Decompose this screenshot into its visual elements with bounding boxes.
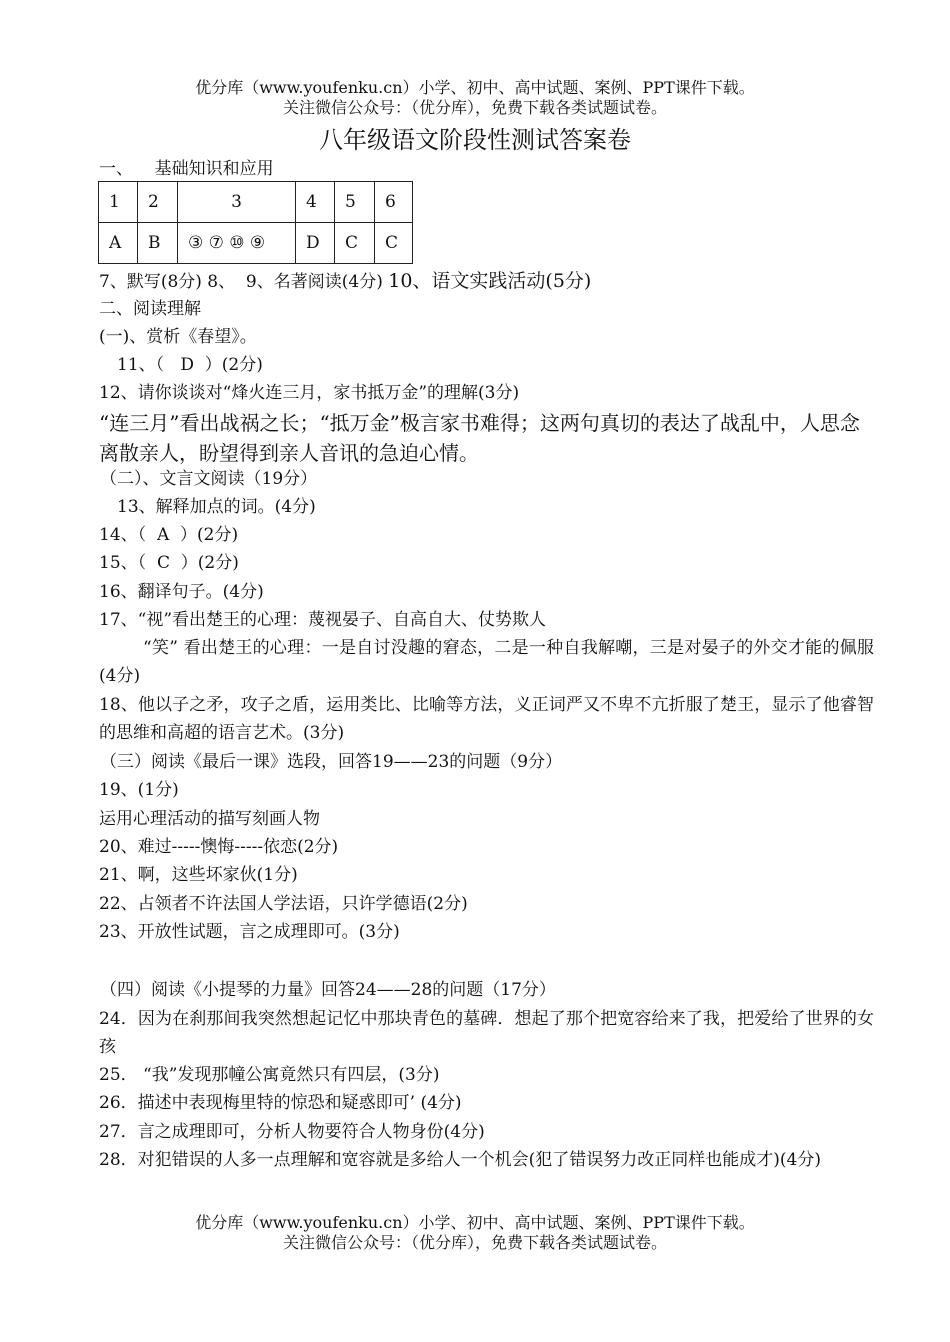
header-line-1: 优分库（www.youfenku.cn）小学、初中、高中试题、案例、PPT课件下载。 — [195, 78, 755, 97]
question-17: 17、“视”看出楚王的心理：蔑视晏子、自高自大、仗势欺人 — [99, 610, 547, 630]
footer-line-2: 关注微信公众号：（优分库），免费下载各类试题试卷。 — [282, 1233, 667, 1252]
question-20: 20、难过-----懊悔-----依恋(2分) — [99, 837, 339, 857]
table-cell: 2 — [138, 182, 178, 223]
table-cell: 1 — [99, 182, 138, 223]
part-3-heading: （三）阅读《最后一课》选段，回答19——23的问题（9分） — [100, 752, 563, 772]
question-24: 24．因为在刹那间我突然想起记忆中那块青色的墓碑．想起了那个把宽容给来了我，把爱给了世界的女孩 — [99, 1009, 874, 1057]
answer-table — [98, 181, 413, 264]
part-2-heading: （二）、文言文阅读（19分） — [100, 469, 318, 489]
question-28: 28．对犯错误的人多一点理解和宽容就是多给人一个机会(犯了错误努力改正同样也能成才)(4分) — [99, 1150, 821, 1170]
table-cell: C — [335, 223, 375, 264]
part-4-heading: （四）阅读《小提琴的力量》回答24——28的问题（17分） — [100, 980, 556, 1000]
table-header-row — [99, 182, 413, 223]
question-19-answer: 运用心理活动的描写刻画人物 — [99, 809, 320, 829]
question-11: 11、（ D ）(2分) — [117, 355, 263, 375]
table-cell: 3 — [178, 182, 296, 223]
question-10: 10、语文实践活动(5分) — [388, 270, 592, 292]
part-1-heading: (一)、赏析《春望》。 — [99, 327, 257, 347]
question-22: 22、占领者不许法国人学法语，只许学德语(2分) — [99, 894, 468, 914]
question-26: 26．描述中表现梅里特的惊恐和疑惑即可’ (4分) — [99, 1093, 462, 1113]
table-cell: D — [296, 223, 335, 264]
questions-7-9: 7、默写(8分) 8、 9、名著阅读(4分) — [99, 272, 389, 292]
footer-line-1: 优分库（www.youfenku.cn）小学、初中、高中试题、案例、PPT课件下载。 — [195, 1213, 755, 1232]
section-2-heading: 二、阅读理解 — [99, 299, 201, 319]
question-21: 21、啊，这些坏家伙(1分) — [99, 865, 298, 885]
question-25: 25． “我”发现那幢公寓竟然只有四层，(3分) — [99, 1065, 440, 1085]
question-27: 27．言之成理即可，分析人物要符合人物身份(4分) — [99, 1122, 485, 1142]
question-19: 19、(1分) — [99, 780, 179, 800]
table-cell: C — [375, 223, 413, 264]
question-7-10 — [99, 269, 591, 294]
table-cell: A — [99, 223, 138, 264]
page-title: 八年级语文阶段性测试答案卷 — [319, 126, 631, 154]
table-cell: ③ ⑦ ⑩ ⑨ — [178, 223, 296, 264]
question-12-answer: “连三月”看出战祸之长；“抵万金”极言家书难得；这两句真切的表达了战乱中，人思念离散亲人，盼望得到亲人音讯的急迫心情。 — [99, 411, 860, 465]
question-12: 12、请你谈谈对“烽火连三月，家书抵万金”的理解(3分) — [99, 383, 520, 403]
table-answer-row — [99, 223, 413, 264]
question-18: 18、他以子之矛，攻子之盾，运用类比、比喻等方法，义正词严又不卑不亢折服了楚王，显示了他睿智的思维和高超的语言艺术。(3分) — [99, 695, 874, 743]
table-cell: 6 — [375, 182, 413, 223]
header-line-2: 关注微信公众号：（优分库），免费下载各类试题试卷。 — [282, 98, 667, 117]
question-23: 23、开放性试题，言之成理即可。(3分) — [99, 922, 400, 942]
question-16: 16、翻译句子。(4分) — [99, 582, 264, 602]
table-cell: 4 — [296, 182, 335, 223]
question-14: 14、（ A ）(2分) — [99, 525, 239, 545]
table-cell: B — [138, 223, 178, 264]
question-17-answer: “笑” 看出楚王的心理：一是自讨没趣的窘态，二是一种自我解嘲，三是对晏子的外交才能的佩服(4分) — [99, 638, 874, 686]
section-1-heading: 一、 基础知识和应用 — [99, 159, 274, 179]
table-cell: 5 — [335, 182, 375, 223]
question-15: 15、（ C ）(2分) — [99, 553, 239, 573]
question-13: 13、解释加点的词。(4分) — [117, 497, 316, 517]
